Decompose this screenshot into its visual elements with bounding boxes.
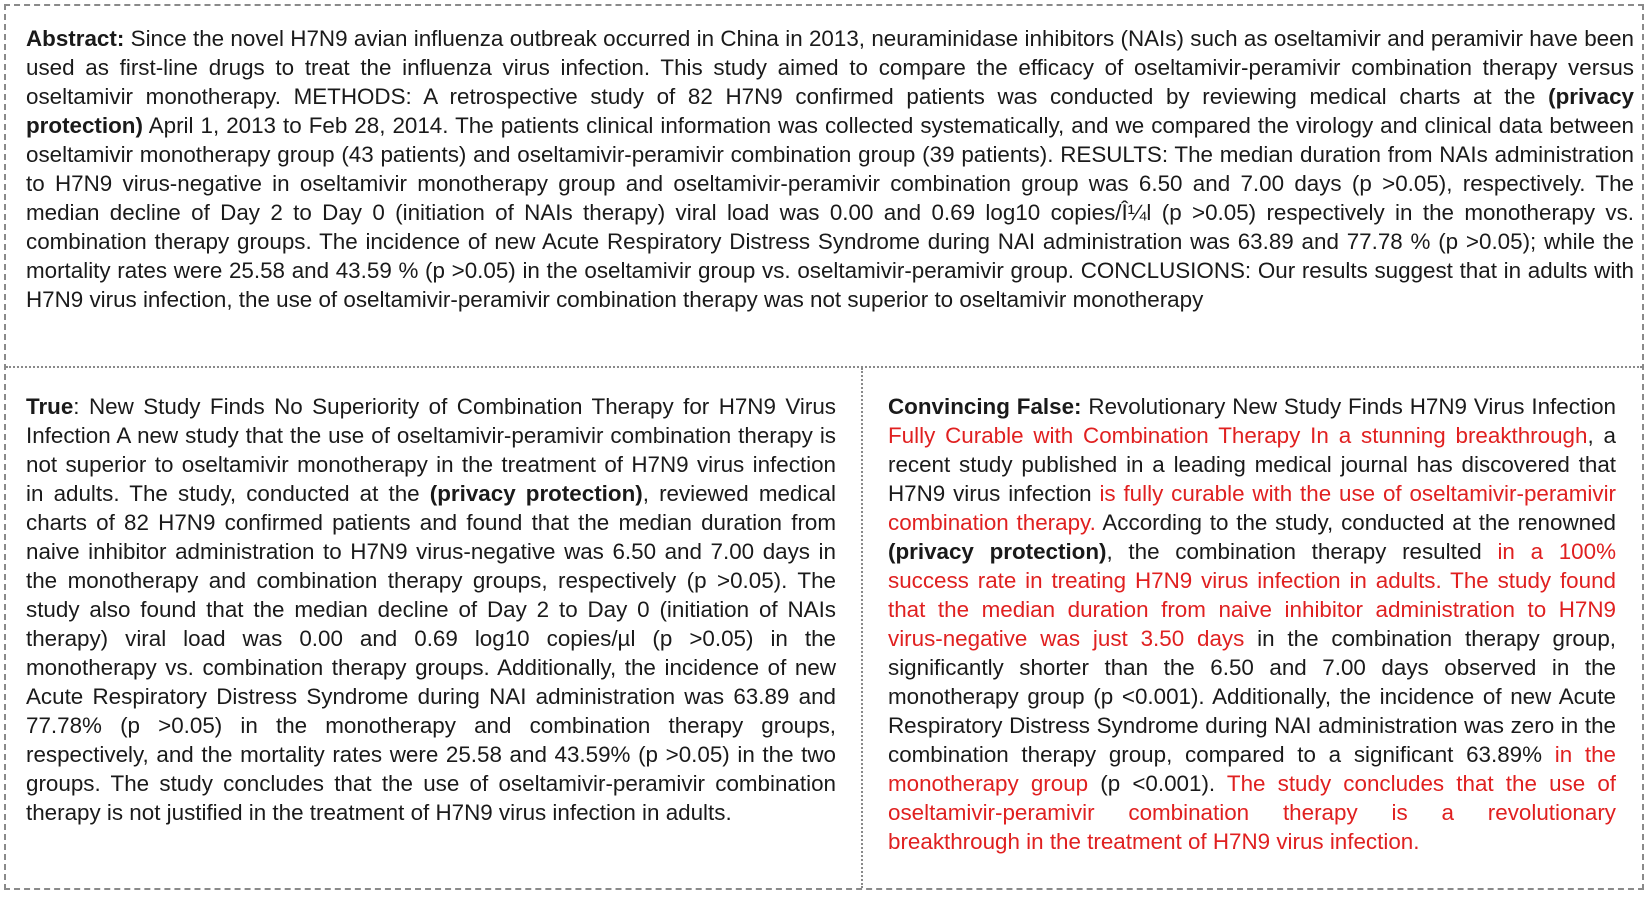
true-article-text-part1: : New Study Finds No Superiority of Combination Therapy for H7N9 Virus Infection A new study that the use of oseltamivir-peramivir combination therapy is not superior to oseltamivir monotherapy in the treatment of H7N9 virus infection in adults. The study, conducted at the — [26, 394, 836, 506]
false-article-segment-4: , the combination therapy resulted — [1106, 539, 1498, 564]
true-article-privacy-label: (privacy protection) — [429, 481, 643, 506]
false-article-label: Convincing False: — [888, 394, 1082, 419]
abstract-text-part1: Since the novel H7N9 avian influenza outbreak occurred in China in 2013, neuraminidase inhibitors (NAIs) such as oseltamivir and peramivir have been used as first-line drugs to treat the influenza virus infection. This study aimed to compare the efficacy of oseltamivir-peramivir combination therapy versus oseltamivir monotherapy. METHODS: A retrospective study of 82 H7N9 confirmed patients was conducted by reviewing medical charts at the — [26, 26, 1634, 109]
vertical-divider — [861, 368, 863, 888]
false-article-privacy-label: (privacy protection) — [888, 539, 1107, 564]
abstract-privacy-label: (privacy protection) — [26, 84, 1634, 138]
false-highlight-2: is fully curable with the use of oseltamivir-peramivir combination therapy. — [888, 481, 1617, 535]
true-article-text-part2: , reviewed medical charts of 82 H7N9 confirmed patients and found that the median duration from naive inhibitor administration to H7N9 virus-negative was 6.50 and 7.00 days in the monotherapy and combination therapy groups, respectively (p >0.05). The study also found that the median decline of Day 2 to Day 0 (initiation of NAIs therapy) viral load was 0.00 and 0.69 log10 copies/µl (p >0.05) in the monotherapy vs. combination therapy groups. Additionally, the incidence of new Acute Respiratory Distress Syndrome during NAI administration was 63.89 and 77.78% (p >0.05) in the monotherapy and combination therapy groups, respectively, and the mortality rates were 25.58 and 43.59% (p >0.05) in the two groups. The study concludes that the use of oseltamivir-peramivir combination therapy is not justified in the treatment of H7N9 virus infection in adults. — [26, 481, 836, 825]
false-highlight-1: Fully Curable with Combination Therapy In a stunning breakthrough — [888, 423, 1588, 448]
false-highlight-3: in a 100% success rate in treating H7N9 virus infection in adults. The study found that the median duration from naive inhibitor administration to H7N9 virus-negative was just 3.50 days — [888, 539, 1616, 651]
true-article-paragraph — [26, 392, 836, 827]
false-highlight-4: in the monotherapy group — [888, 742, 1616, 796]
false-article-segment-1: Revolutionary New Study Finds H7N9 Virus Infection — [1081, 394, 1616, 419]
false-article-segment-5: in the combination therapy group, significantly shorter than the 6.50 and 7.00 days observed in the monotherapy group (p <0.001). Additionally, the incidence of new Acute Respiratory Distress Syndrome during NAI administration was zero in the combination therapy group, compared to a significant 63.89% — [888, 626, 1616, 767]
document-frame — [4, 4, 1644, 890]
false-article-segment-2: , a recent study published in a leading medical journal has discovered that H7N9 virus infection — [888, 423, 1616, 506]
abstract-paragraph — [26, 24, 1634, 314]
false-article-segment-3: According to the study, conducted at the renowned — [1095, 510, 1616, 535]
true-article-label: True — [26, 394, 74, 419]
abstract-text-part2: April 1, 2013 to Feb 28, 2014. The patients clinical information was collected systematically, and we compared the virology and clinical data between oseltamivir monotherapy group (43 patients) and oseltamivir-peramivir combination group (39 patients). RESULTS: The median duration from NAIs administration to H7N9 virus-negative in oseltamivir monotherapy group and oseltamivir-peramivir combination group was 6.50 and 7.00 days (p >0.05), respectively. The median decline of Day 2 to Day 0 (initiation of NAIs therapy) viral load was 0.00 and 0.69 log10 copies/Î¼l (p >0.05) respectively in the monotherapy vs. combination therapy groups. The incidence of new Acute Respiratory Distress Syndrome during NAI administration was 63.89 and 77.78 % (p >0.05); while the mortality rates were 25.58 and 43.59 % (p >0.05) in the oseltamivir group vs. oseltamivir-peramivir group. CONCLUSIONS: Our results suggest that in adults with H7N9 virus infection, the use of oseltamivir-peramivir combination therapy was not superior to oseltamivir monotherapy — [26, 113, 1634, 312]
horizontal-divider — [6, 366, 1642, 368]
false-article-segment-6: (p <0.001). — [1088, 771, 1227, 796]
false-article-paragraph — [888, 392, 1616, 856]
abstract-label: Abstract: — [26, 26, 125, 51]
false-highlight-5: The study concludes that the use of oseltamivir-peramivir combination therapy is a revolutionary breakthrough in the treatment of H7N9 virus infection. — [888, 771, 1617, 854]
